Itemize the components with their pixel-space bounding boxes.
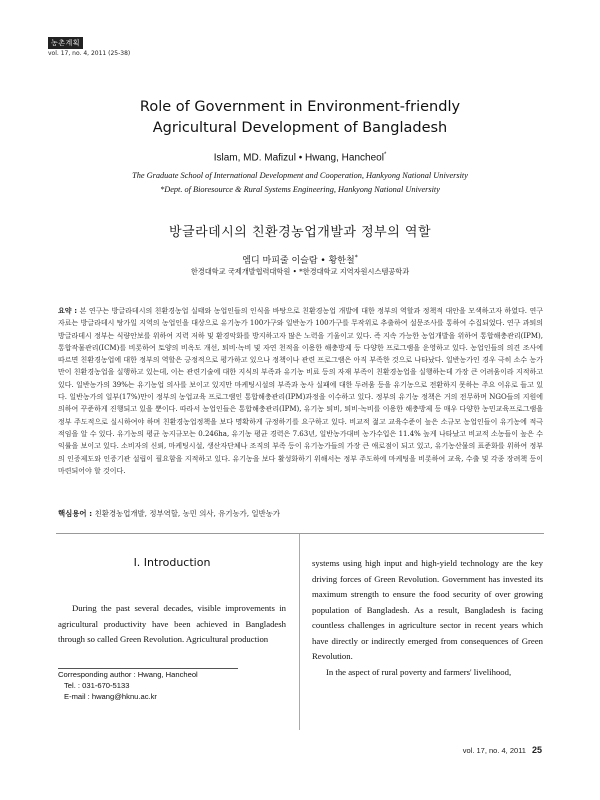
page-footer <box>463 745 542 755</box>
footnote-email: E-mail : hwang@hknu.ac.kr <box>64 691 157 701</box>
intro-paragraph-2: systems using high input and high-yield technology are the key driving forces of Green Revolution. Government has invested its maximum strength to ensure the food security of over growing population of Bangladesh. As a result, Bangladesh is facing countless challenges in agriculture sector in recent years which have directly or indirectly emerged from consequences of Green Revolution. <box>312 558 543 661</box>
footnote-author: Corresponding author : Hwang, Hancheol <box>58 670 198 679</box>
abstract-text: 본 연구는 방글라데시의 친환경농업 실태와 농업인들의 인식을 바탕으로 친환경농업 개발에 대한 정부의 역할과 정책적 대안을 모색하고자 하였다. 연구 자료는 방글라데시 탕가일 지역의 농업인을 대상으로 유기농가 100가구와 일반농가 100가구를 무작위로 추출하여 설문조사를 통하여 수집되었다. 연구 과퇴의 방글라데시 정부는 식량안보를 위하여 지력 저하 및 환경악화를 방지하고자 많은 노력을 기울이고 있다. 즉 지속 가능한 농업개발을 위하여 통합해충관리(IPM), 통합작물관리(ICM)를 비롯하여 토양의 비옥도 개선, 퇴비·녹비 및 자연 천적을 이용한 해충방제 등 다양한 프로그램을 운영하고 있다. 농업인들의 의견 조사에 따르면 친환경농업에 대한 정부의 역할은 긍정적으로 평가하고 있으나 정책이나 관련 프로그램은 아직 부족한 것으로 나타났다. 일반농가인 경우 극히 소수 농가만이 친환경농업을 실행하고 있는데, 이는 관련기술에 대한 지식의 부족과 유기농 비료 등의 자재 부족이 친환경농업을 실행하는데 가장 큰 어려움이라 지적하고 있다. 일반농가의 39%는 유기농업 의사를 보이고 있지만 마케팅시설의 부족과 농사 실패에 대한 두려움 등을 유기농으로 전환하지 못하는 주요 이유로 들고 있다. 일반농가의 일부(17%)만이 정부의 농업교육 프로그램인 통합해충관리(IPM)과정을 이수하고 있다. 정부의 유기농 정책은 거의 전무하며 NGO들의 지원에 의하여 꾸준하게 진행되고 있을 뿐이다. 따라서 농업인들은 통합해충관리(IPM), 유기농 퇴비, 퇴비·녹비를 이용한 해충방제 등 매우 다양한 농민교육프로그램을 정부 주도적으로 실시하여야 하며 친환경농업정책을 보다 명확하게 규정하기를 요구하고 있다. 비교적 젊고 교육수준이 높은 소규모 농업인들이 유기농에 적극적임을 알 수 있다. 유기농의 평균 농지규모는 0.246ha, 유기농 평균 경력은 7.63년, 일반농가대비 농가수입은 11.4% 높게 나타났고 비교적 소농들이 높은 수익률을 보이고 있다. 소비자의 신뢰, 마케팅시설, 생산자단체나 조직의 부족 등이 유기농가들의 가장 큰 애로점이 되고 있고, 유기농산물의 표준화를 위하여 정부의 인증제도와 인증기관 설립이 필요함을 지적하고 있다. 유기농을 보다 활성화하기 위해서는 정부 주도하에 마케팅을 비롯하여 교육, 수출 및 각종 장려책 등이 마련되어야 할 것이다. <box>58 307 543 475</box>
authors-ko <box>0 253 600 266</box>
paper-title-en <box>0 97 600 139</box>
keywords <box>58 508 280 519</box>
section-heading: I. Introduction <box>133 556 211 569</box>
authors-en-marker: * <box>383 152 387 158</box>
footnote-rule <box>58 668 238 669</box>
abstract-label: 요약 : <box>58 307 80 315</box>
abstract <box>58 305 543 477</box>
intro-paragraph-1: During the past several decades, visible improvements in agricultural productivity have been achieved in Bangladesh through so called Green Revolution. Agricultural production <box>58 603 286 644</box>
keywords-label: 핵심용어 : <box>58 509 95 518</box>
authors-ko-marker: * <box>354 254 358 261</box>
corresponding-author-footnote <box>58 670 198 702</box>
footnote-tel: Tel. : 031-670-5133 <box>64 680 130 690</box>
footer-reference: vol. 17, no. 4, 2011 <box>462 746 526 755</box>
authors-ko-names: 엠디 마피줄 이슬람 • 황한철 <box>242 256 355 266</box>
title-line-2: Agricultural Development of Bangladesh <box>152 120 448 136</box>
column-divider <box>299 534 300 730</box>
page-number: 25 <box>531 745 542 755</box>
paper-title-ko: 방글라데시의 친환경농업개발과 정부의 역할 <box>169 225 431 240</box>
authors-en-names: Islam, MD. Mafizul • Hwang, Hancheol <box>213 152 384 164</box>
affiliation-ko: 한경대학교 국제개발협력대학원 • *한경대학교 지역자원시스템공학과 <box>190 267 410 276</box>
keywords-text: 친환경농업개발, 정부역할, 농민 의사, 유기농가, 일반농가 <box>94 509 281 518</box>
journal-reference: vol. 17, no. 4, 2011 (25-38) <box>48 50 131 57</box>
authors-en <box>0 152 600 163</box>
body-column-right <box>312 556 543 680</box>
affiliation-en-2: *Dept. of Bioresource & Rural Systems Engineering, Hankyong National University <box>160 185 440 194</box>
section-divider <box>56 533 544 534</box>
journal-badge: 농촌계획 <box>48 37 83 49</box>
title-line-1: Role of Government in Environment-friendly <box>139 99 461 115</box>
body-column-left <box>58 601 286 648</box>
intro-paragraph-3: In the aspect of rural poverty and farmers' livelihood, <box>326 666 512 677</box>
affiliation-en-1: The Graduate School of International Development and Cooperation, Hankyong National University <box>132 171 468 180</box>
